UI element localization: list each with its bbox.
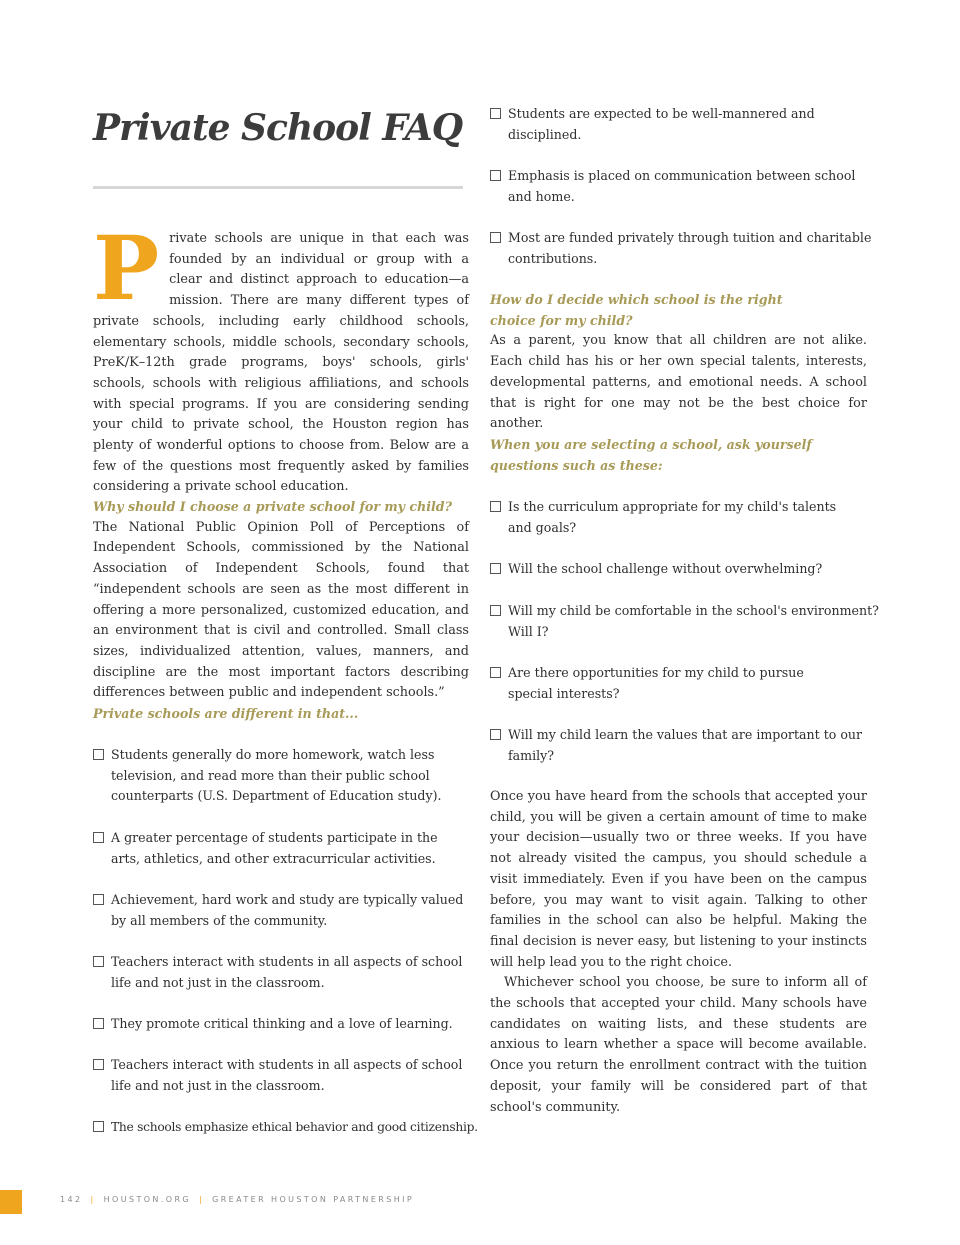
checklist-item: Emphasis is placed on communication between school and home. [490, 166, 880, 207]
checklist-item: Most are funded privately through tuition and charitable contributions. [490, 228, 885, 269]
checkbox-icon [490, 729, 501, 740]
checklist-item: They promote critical thinking and a love of learning. [93, 1014, 481, 1035]
checklist-item: Teachers interact with students in all aspects of school life and not just in the classroom. [93, 952, 469, 993]
checklist-item: Students generally do more homework, watch less television, and read more than their public school counterparts (U.S. Department of Education study). [93, 745, 469, 807]
questions-heading: When you are selecting a school, ask yourself questions such as these: [490, 437, 812, 473]
checkbox-icon [93, 956, 104, 967]
closing-paragraph-1: Once you have heard from the schools that accepted your child, you will be given a certain amount of time to make your decision—usually two or three weeks. If you have not already visited the campus, you should schedule a visit immediately. Even if you have been on the campus before, you may want to visit again. Talking to other families in the school can also be helpful. Making the final decision is never easy, but listening to your instincts will help lead you to the right choice. [490, 789, 867, 970]
intro-paragraph [93, 216, 469, 498]
checkbox-icon [93, 894, 104, 905]
checklist-item: The schools emphasize ethical behavior and good citizenship. [93, 1117, 491, 1138]
checklist-item: Teachers interact with students in all aspects of school life and not just in the classroom. [93, 1055, 469, 1096]
checkbox-icon [93, 832, 104, 843]
decide-heading: How do I decide which school is the right choice for my child? [490, 292, 783, 328]
closing-section [490, 787, 867, 1118]
different-section [93, 704, 478, 1134]
closing-paragraph-2: Whichever school you choose, be sure to inform all of the schools that accepted your child. Many schools have candidates on waiting lists, and these students are anxious to learn whether a space will become available. Once you return the enrollment contract with the tuition deposit, your family will be considered part of that school's community. [490, 975, 867, 1115]
intro-section [93, 216, 469, 498]
checkbox-icon [490, 605, 501, 616]
intro-text: rivate schools are unique in that each was founded by an individual or group with a clear and distinct approach to education—a mission. There are many different types of private schools, including early childhood schools, elementary schools, middle schools, secondary schools, PreK/K–12th grade programs, boys' schools, girls' schools, schools with religious affiliations, and schools with special programs. If you are considering sending your child to private school, the Houston region has plenty of wonderful options to choose from. Below are a few of the questions most frequently asked by families considering a private school education. [93, 231, 469, 495]
checkbox-icon [93, 1018, 104, 1029]
checklist-item: Will the school challenge without overwhelming? [490, 559, 885, 580]
checkbox-icon [490, 563, 501, 574]
decide-paragraph: As a parent, you know that all children are not alike. Each child has his or her own special talents, interests, developmental patterns, and emotional needs. A school that is right for one may not be the best choice for another. [490, 333, 867, 432]
checkbox-icon [490, 232, 501, 243]
title-divider [93, 186, 463, 189]
checkbox-icon [490, 170, 501, 181]
checklist-item: Students are expected to be well-mannered and disciplined. [490, 104, 848, 145]
checklist-item: Achievement, hard work and study are typically valued by all members of the community. [93, 890, 469, 931]
page-footer [60, 1195, 414, 1204]
footer-accent-tab [0, 1190, 22, 1214]
footer-site: HOUSTON.ORG [103, 1195, 192, 1204]
checkbox-icon [93, 749, 104, 760]
checkbox-icon [93, 1121, 104, 1132]
page-title: Private School FAQ [93, 107, 463, 149]
checklist-item: Will my child be comfortable in the school's environment? Will I? [490, 601, 885, 642]
different-heading: Private schools are different in that... [93, 706, 359, 721]
page-number: 142 [60, 1195, 83, 1204]
checklist-item: Will my child learn the values that are important to our family? [490, 725, 885, 766]
checklist-item: A greater percentage of students participate in the arts, athletics, and other extracurricular activities. [93, 828, 469, 869]
footer-separator: | [90, 1195, 96, 1204]
checkbox-icon [93, 1059, 104, 1070]
drop-cap: P [93, 216, 160, 320]
why-section [93, 497, 469, 704]
checklist-item: Is the curriculum appropriate for my child's talents and goals? [490, 497, 853, 538]
decide-section [490, 290, 867, 435]
checkbox-icon [490, 667, 501, 678]
checkbox-icon [490, 108, 501, 119]
why-heading: Why should I choose a private school for my child? [93, 499, 452, 514]
checkbox-icon [490, 501, 501, 512]
why-paragraph: The National Public Opinion Poll of Perceptions of Independent Schools, commissioned by the National Association of Independent Schools, found that “independent schools are seen as the most different in offering a more personalized, customized education, and an environment that is civil and controlled. Small class sizes, individualized attention, values, manners, and discipline are the most important factors describing differences between public and independent schools.” [93, 519, 469, 701]
footer-org: GREATER HOUSTON PARTNERSHIP [212, 1195, 415, 1204]
footer-separator: | [199, 1195, 205, 1204]
checklist-item: Are there opportunities for my child to pursue special interests? [490, 663, 838, 704]
questions-section [490, 435, 867, 476]
